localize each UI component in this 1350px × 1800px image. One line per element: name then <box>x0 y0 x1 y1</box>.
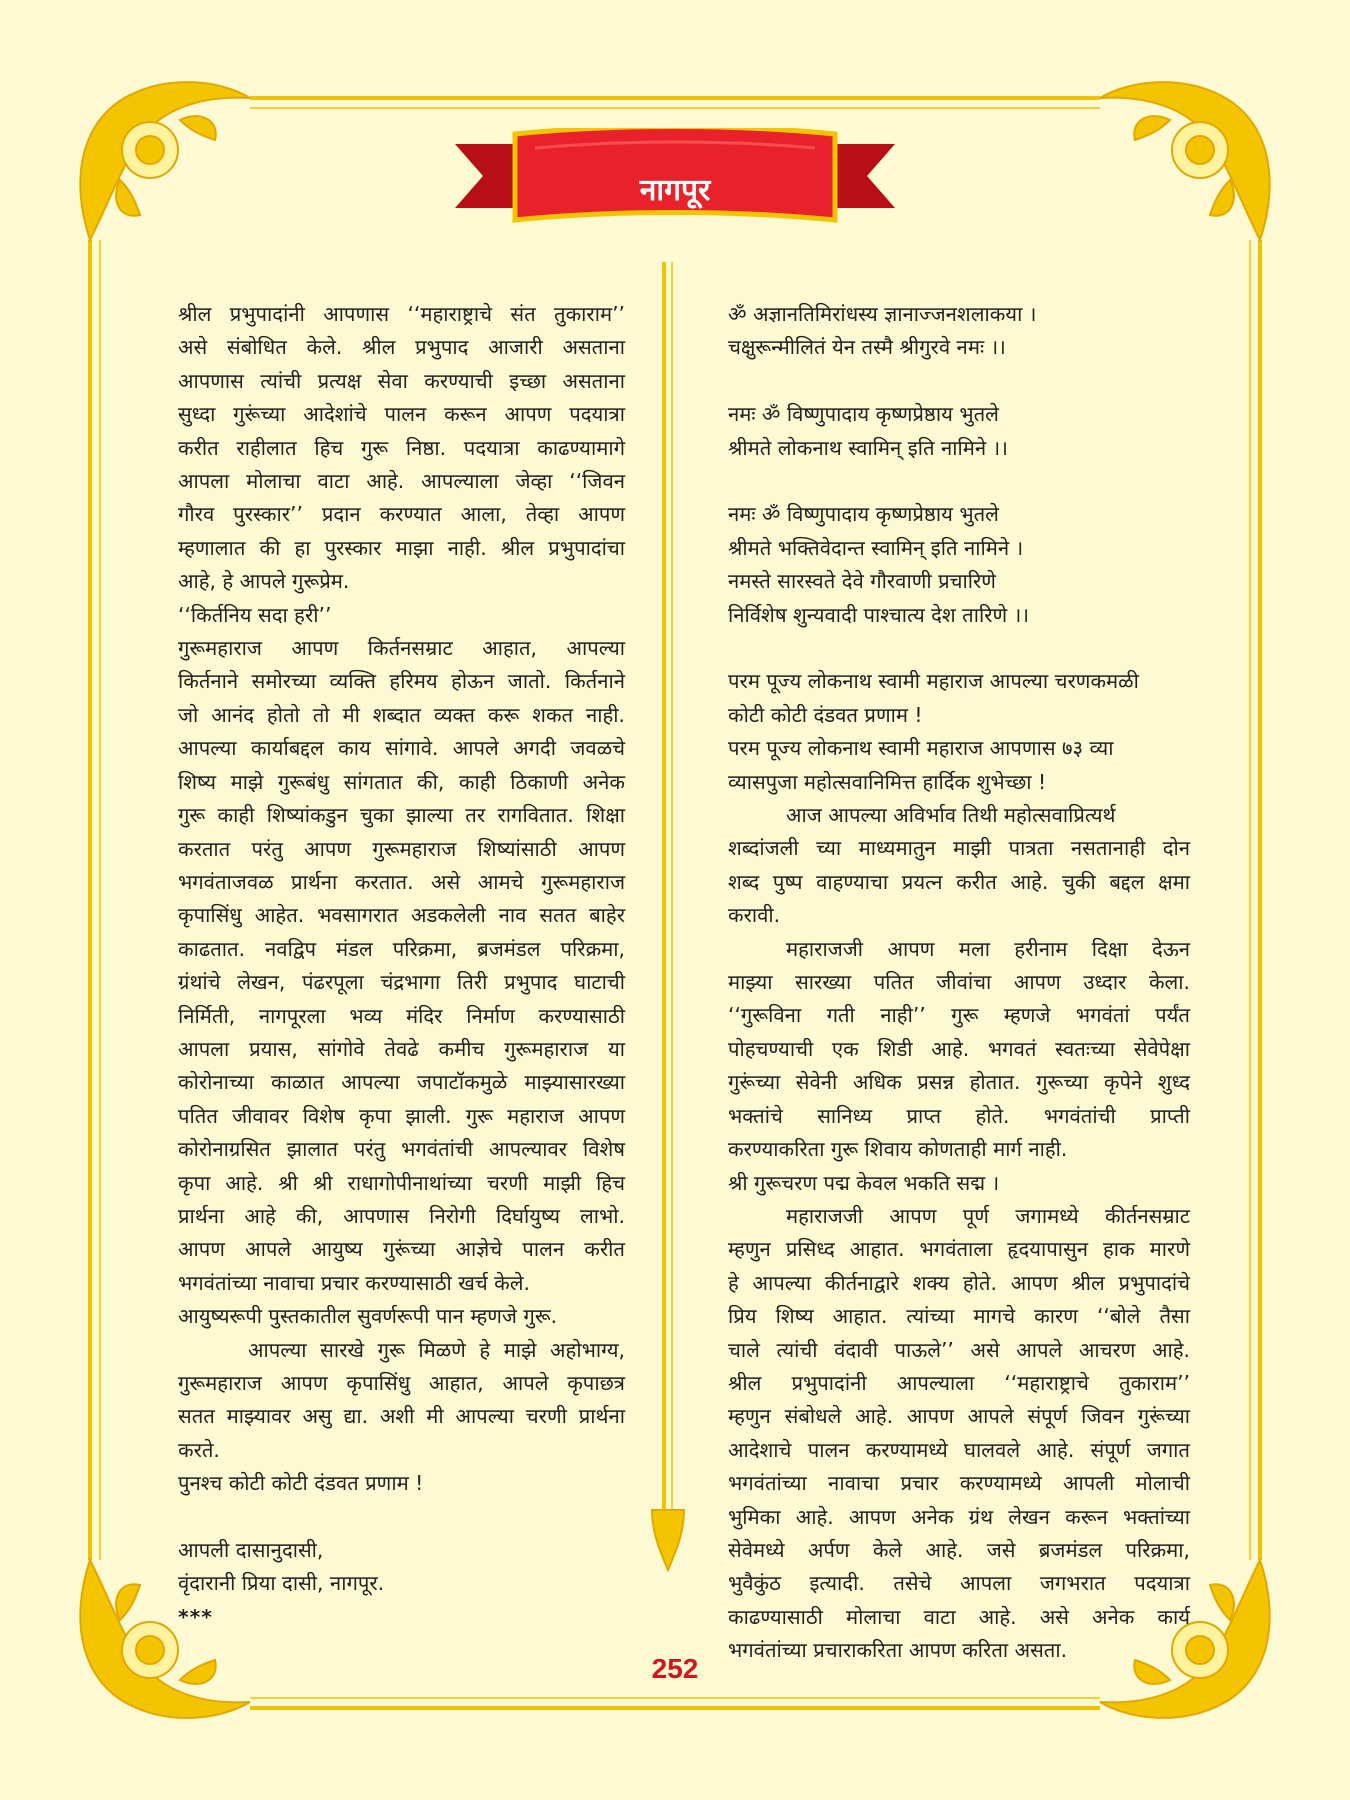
text-line: भगवंतांच्या नावाचा प्रचार करण्यासाठी खर्च केले. <box>178 1270 530 1295</box>
text-line: पतित जीवावर विशेष कृपा झाली. गुरू महाराज आपण <box>178 1103 625 1128</box>
corner-ornament-top-right <box>1100 82 1270 240</box>
text-line: आज आपल्या अविर्भाव तिथी महोत्सवाप्रित्यर्थ <box>786 803 1116 828</box>
page-number: 252 <box>651 1653 699 1684</box>
text-line: व्यासपुजा महोत्सवानिमित्त हार्दिक शुभेच्छा ! <box>728 769 1047 794</box>
text-line: नमः ॐ विष्णुपादाय कृष्णप्रेष्ठाय भुतले <box>728 402 999 427</box>
text-line: आपला मोलाचा वाटा आहे. आपल्याला जेव्हा ‘‘जिवन <box>178 469 625 494</box>
text-line: महाराजजी आपण पूर्ण जगामध्ये कीर्तनसम्राट <box>786 1203 1190 1228</box>
text-line: काढतात. नवद्विप मंडल परिक्रमा, ब्रजमंडल परिक्रमा, <box>178 936 625 961</box>
text-line: श्रील प्रभुपादांनी आपल्याला ‘‘महाराष्ट्राचे तुकाराम’’ <box>728 1370 1190 1395</box>
text-line: ‘‘किर्तनिय सदा हरी’’ <box>178 602 332 627</box>
text-line: करतात परंतु आपण गुरूमहाराज शिष्यांसाठी आपण <box>178 836 625 861</box>
text-line: आयुष्यरूपी पुस्तकातील सुवर्णरूपी पान म्हणजे गुरू. <box>178 1304 558 1329</box>
text-line: ग्रंथांचे लेखन, पंढरपूला चंद्रभागा तिरी प्रभुपाद घाटाची <box>178 970 625 995</box>
text-line: म्हणुन प्रसिध्द आहात. भगवंताला हृदयापासुन हाक मारणे <box>728 1237 1190 1262</box>
text-line: गुरू काही शिष्यांकडुन चुका झाल्या तर रागवितात. शिक्षा <box>178 803 625 828</box>
left-column <box>178 298 625 1634</box>
text-line: माझ्या सारख्या पतित जीवांचा आपण उध्दार केला. <box>728 970 1190 995</box>
text-line: करण्याकरिता गुरू शिवाय कोणताही मार्ग नाही. <box>728 1137 1068 1162</box>
section-title: नागपूर <box>639 173 711 208</box>
text-line: जो आनंद होतो तो मी शब्दात व्यक्त करू शकत नाही. <box>178 702 625 727</box>
text-line: सुध्दा गुरूंच्या आदेशांचे पालन करून आपण पदयात्रा <box>178 402 625 427</box>
text-line: शब्दांजली च्या माध्यमातुन माझी पात्रता नसतानाही दोन <box>728 836 1190 861</box>
text-line: भगवंतांच्या नावाचा प्रचार करण्यामध्ये आपली मोलाची <box>728 1471 1190 1496</box>
text-line: म्हणालात की हा पुरस्कार माझा नाही. श्रील प्रभुपादांचा <box>178 535 625 560</box>
text-line <box>728 365 1190 398</box>
corner-ornament-top-left <box>80 82 250 240</box>
text-line: आपला प्रयास, सांगोवे तेवढे कमीच गुरूमहाराज या <box>178 1036 625 1061</box>
text-line <box>178 1501 625 1534</box>
text-line: भक्तांचे सानिध्य प्राप्त होते. भगवंतांची प्राप्ती <box>728 1103 1190 1128</box>
text-line: भुमिका आहे. आपण अनेक ग्रंथ लेखन करून भक्तांच्या <box>728 1504 1190 1529</box>
text-line: काढण्यासाठी मोलाचा वाटा आहे. असे अनेक कार्य <box>728 1604 1190 1629</box>
text-line: सेवेमध्ये अर्पण केले आहे. जसे ब्रजमंडल परिक्रमा, <box>728 1537 1190 1562</box>
text-line: परम पूज्य लोकनाथ स्वामी महाराज आपणास ७३ व्या <box>728 736 1114 761</box>
text-line: ‘‘गुरूविना गती नाही’’ गुरू म्हणजे भगवंतां पर्यंत <box>728 1003 1190 1028</box>
text-line: शब्द पुष्प वाहण्याचा प्रयत्न करीत आहे. चुकी बद्दल क्षमा <box>728 869 1190 894</box>
text-line: गुरूमहाराज आपण किर्तनसम्राट आहात, आपल्या <box>178 636 625 661</box>
text-line: आपल्या कार्याबद्दल काय सांगावे. आपले अगदी जवळचे <box>178 736 625 761</box>
text-line: आपण आपले आयुष्य गुरूंच्या आज्ञेचे पालन करीत <box>178 1237 625 1262</box>
text-line: करावी. <box>728 903 781 928</box>
text-line <box>728 632 1190 665</box>
text-line: नमः ॐ विष्णुपादाय कृष्णप्रेष्ठाय भुतले <box>728 502 999 527</box>
text-line: पुनश्च कोटी कोटी दंडवत प्रणाम ! <box>178 1471 424 1496</box>
text-line: निर्मिती, नागपूरला भव्य मंदिर निर्माण करण्यासाठी <box>178 1003 625 1028</box>
text-line: आपली दासानुदासी, <box>178 1538 324 1563</box>
text-line: परम पूज्य लोकनाथ स्वामी महाराज आपल्या चरणकमळी <box>728 669 1139 694</box>
text-line: *** <box>178 1604 213 1629</box>
right-column <box>728 298 1190 1668</box>
text-line: करीत राहीलात हिच गुरू निष्ठा. पदयात्रा काढण्यामागे <box>178 435 625 460</box>
text-line: सतत माझ्यावर असु द्या. अशी मी आपल्या चरणी प्रार्थना <box>178 1404 625 1429</box>
text-line: कृपासिंधु आहेत. भवसागरात अडकलेली नाव सतत बाहेर <box>178 903 625 928</box>
text-line: नमस्ते सारस्वते देवे गौरवाणी प्रचारिणे <box>728 569 996 594</box>
text-line: आपणास त्यांची प्रत्यक्ष सेवा करण्याची इच्छा असताना <box>178 368 625 393</box>
text-line: महाराजजी आपण मला हरीनाम दिक्षा देऊन <box>786 936 1190 961</box>
text-line: भगवंताजवळ प्रार्थना करतात. असे आमचे गुरूमहाराज <box>178 869 625 894</box>
text-line: कोटी कोटी दंडवत प्रणाम ! <box>728 702 923 727</box>
text-line: पोहचण्याची एक शिडी आहे. भगवतं स्वतःच्या सेवेपेक्षा <box>728 1036 1190 1061</box>
text-line: करते. <box>178 1437 220 1462</box>
text-line: श्रीमते लोकनाथ स्वामिन् इति नामिने ।। <box>728 435 1008 460</box>
text-line: असे संबोधित केले. श्रील प्रभुपाद आजारी असताना <box>178 335 625 360</box>
text-line: श्रील प्रभुपादांनी आपणास ‘‘महाराष्ट्राचे संत तुकाराम’’ <box>178 302 625 326</box>
text-line <box>728 465 1190 498</box>
text-line: चक्षुरून्मीलितं येन तस्मै श्रीगुरवे नमः ।। <box>728 335 1006 360</box>
text-line: गुरूमहाराज आपण कृपासिंधु आहात, आपले कृपाछत्र <box>178 1371 625 1395</box>
text-line: कृपा आहे. श्री श्री राधागोपीनाथांच्या चरणी माझी हिच <box>178 1170 625 1195</box>
text-line: हे आपल्या कीर्तनाद्वारे शक्य होते. आपण श्रील प्रभुपादांचे <box>728 1270 1190 1295</box>
text-line: प्रिय शिष्य आहात. त्यांच्या मागचे कारण ‘‘बोले तैसा <box>728 1304 1190 1329</box>
text-line: गुरूंच्या सेवेनी अधिक प्रसन्न होतात. गुरूच्या कृपेने शुध्द <box>728 1070 1190 1095</box>
text-line: म्हणुन संबोधले आहे. आपण आपले संपूर्ण जिवन गुरूंच्या <box>728 1404 1190 1429</box>
text-line: शिष्य माझे गुरूबंधु सांगतात की, काही ठिकाणी अनेक <box>178 769 625 794</box>
text-line: प्रार्थना आहे की, आपणास निरोगी दिर्घायुष्य लाभो. <box>178 1203 625 1228</box>
text-line: ॐ अज्ञानतिमिरांधस्य ज्ञानाज्जनशलाकया । <box>728 302 1037 326</box>
text-line: निर्विशेष शुन्यवादी पाश्चात्य देश तारिणे ।। <box>728 602 1030 627</box>
text-line: आपल्या सारखे गुरू मिळणे हे माझे अहोभाग्य, <box>248 1337 625 1362</box>
text-line: आहे, हे आपले गुरूप्रेम. <box>178 569 350 594</box>
text-line: कोरोनाच्या काळात आपल्या जपाटॉकमुळे माझ्यासारख्या <box>178 1070 625 1095</box>
text-line: श्रीमते भक्तिवेदान्त स्वामिन् इति नामिने । <box>728 535 1024 560</box>
text-line: गौरव पुरस्कार’’ प्रदान करण्यात आला, तेव्हा आपण <box>178 502 625 527</box>
text-line: आदेशाचे पालन करण्यामध्ये घालवले आहे. संपूर्ण जगात <box>728 1437 1190 1462</box>
text-line: वृंदारानी प्रिया दासी, नागपूर. <box>178 1571 385 1596</box>
text-line: भगवंतांच्या प्रचाराकरिता आपण करिता असता. <box>728 1638 1068 1663</box>
text-line: कोरोनाग्रसित झालात परंतु भगवंतांची आपल्यावर विशेष <box>178 1137 625 1162</box>
text-line: किर्तनाने समोरच्या व्यक्ति हरिमय होऊन जातो. किर्तनाने <box>178 669 625 694</box>
column-divider <box>652 262 684 1570</box>
text-line: चाले त्यांची वंदावी पाऊले’’ असे आपले आचरण आहे. <box>728 1337 1190 1362</box>
text-line: भुवैकुंठ इत्यादी. तसेचे आपला जगभरात पदयात्रा <box>728 1571 1190 1596</box>
text-line: श्री गुरूचरण पद्म केवल भकति सद्म । <box>728 1170 1000 1195</box>
